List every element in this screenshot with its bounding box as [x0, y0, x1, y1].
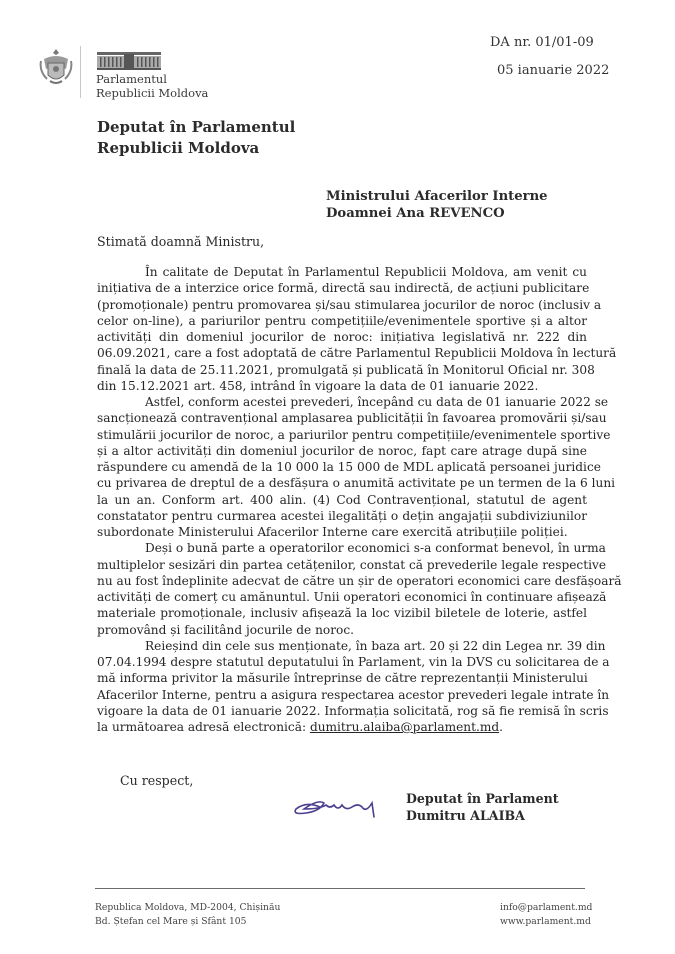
body-line: Reieșind din cele sus menționate, în baza art. 20 și 22 din Legea nr. 39 din	[145, 638, 606, 653]
closing: Cu respect,	[120, 773, 194, 788]
coat-of-arms-icon	[38, 47, 74, 89]
footer-website-link[interactable]: www.parlament.md	[500, 916, 591, 927]
body-line: În calitate de Deputat în Parlamentul Republicii Moldova, am venit cu	[145, 265, 587, 279]
body-line: inițiativa de a interzice orice formă, directă sau indirectă, de acțiuni publicitare	[97, 281, 590, 296]
footer-address-line-2: Bd. Ștefan cel Mare și Sfânt 105	[95, 916, 247, 927]
body-line: multiplelor sesizări din partea cetățenilor, constat că prevederile legale respective	[97, 557, 606, 572]
signatory-block	[406, 790, 559, 824]
sender-line-2: Republicii Moldova	[97, 139, 260, 157]
body-line: constatator pentru curmarea acestei ilegalități o dețin angajații subdiviziunilor	[97, 508, 587, 523]
parliament-building-icon	[97, 50, 161, 70]
letterhead-divider	[80, 46, 81, 98]
signature-icon	[290, 785, 400, 825]
paragraph-4	[97, 638, 610, 736]
body-line: răspundere cu amendă de la 10 000 la 15 000 de MDL aplicată persoanei juridice	[97, 460, 601, 474]
recipient-line-1: Ministrului Afacerilor Interne	[326, 189, 548, 204]
paragraph-1	[97, 264, 617, 394]
body-line: nu au fost îndeplinite adecvat de către un șir de operatori economici care desfășoară	[97, 573, 622, 588]
body-line: (promoționale) pentru promovarea și/sau stimularea jocurilor de noroc (inclusiv a	[97, 297, 602, 312]
body-line: la un an. Conform art. 400 alin. (4) Cod Contravențional, statutul de agent	[97, 492, 587, 507]
email-suffix: .	[499, 720, 504, 734]
footer-divider	[95, 888, 585, 889]
recipient-block	[326, 188, 548, 222]
body-line: promovând și facilitând jocurile de noroc.	[97, 622, 354, 637]
body-line: activități din domeniul jocurilor de noroc: inițiativa legislativă nr. 222 din	[97, 330, 587, 344]
body-line: din 15.12.2021 art. 458, intrând în vigoare la data de 01 ianuarie 2022.	[97, 378, 539, 393]
org-line-1: Parlamentul	[96, 72, 167, 86]
letter-body	[97, 264, 622, 735]
body-line: Deși o bună parte a operatorilor economici s-a conformat benevol, în urma	[145, 541, 606, 556]
body-line: Astfel, conform acestei prevederi, începând cu data de 01 ianuarie 2022 se	[145, 395, 609, 409]
body-line: celor on-line), a pariurilor pentru competițiile/evenimentele sportive și a altor	[97, 313, 587, 328]
body-line: mă informa privitor la măsurile întreprinse de către reprezentanții Ministerului	[97, 671, 588, 686]
body-line: materiale promoționale, inclusiv afișează la loc vizibil biletele de loterie, astfel	[97, 606, 587, 621]
body-line: vigoare la data de 01 ianuarie 2022. Informația solicitată, rog să fie remisă în scris	[97, 703, 609, 718]
body-line: activități de comerț cu amănuntul. Unii operatori economici în continuare afișează	[97, 590, 607, 604]
body-line: finală la data de 25.11.2021, promulgată și publicată în Monitorul Oficial nr. 308	[97, 362, 595, 377]
body-line: 07.04.1994 despre statutul deputatului în Parlament, vin la DVS cu solicitarea de a	[97, 655, 610, 669]
sender-title	[97, 117, 295, 159]
organization-name	[96, 72, 208, 100]
body-line: 06.09.2021, care a fost adoptată de către Parlamentul Republicii Moldova în lectură	[97, 346, 617, 361]
footer-contacts	[500, 901, 593, 929]
body-line: sancționează contravențional amplasarea publicității în favoarea promovării și/sau	[97, 411, 607, 426]
email-prefix: la următoarea adresă electronică:	[97, 720, 310, 734]
body-line-last	[97, 719, 587, 735]
body-line: Afacerilor Interne, pentru a asigura respectarea acestor prevederi legale intrate în	[97, 687, 610, 702]
footer-address-line-1: Republica Moldova, MD-2004, Chișinău	[95, 902, 281, 913]
footer-email-link[interactable]: info@parlament.md	[500, 902, 593, 913]
signatory-name: Dumitru ALAIBA	[406, 808, 525, 823]
letter-date: 05 ianuarie 2022	[497, 63, 610, 78]
recipient-line-2: Doamnei Ana REVENCO	[326, 206, 505, 221]
contact-email-link[interactable]: dumitru.alaiba@parlament.md	[309, 720, 500, 734]
paragraph-3	[97, 540, 622, 638]
signatory-title: Deputat în Parlament	[406, 791, 559, 806]
org-line-2: Republicii Moldova	[96, 86, 209, 100]
reference-number: DA nr. 01/01-09	[490, 35, 594, 50]
body-line: subordonate Ministerului Afacerilor Interne care exercită atribuțiile poliției.	[97, 525, 568, 539]
greeting: Stimată doamnă Ministru,	[97, 234, 265, 249]
body-line: și a altor activități din domeniul jocurilor de noroc, fapt care atrage după sine	[97, 443, 587, 458]
footer-address	[95, 901, 280, 929]
body-line: cu privarea de dreptul de a desfășura o anumită activitate pe un termen de la 6 luni	[97, 476, 616, 491]
body-line: stimulării jocurilor de noroc, a pariurilor pentru competițiile/evenimentele sportive	[97, 427, 611, 442]
sender-line-1: Deputat în Parlamentul	[97, 118, 296, 136]
paragraph-2	[97, 394, 616, 540]
